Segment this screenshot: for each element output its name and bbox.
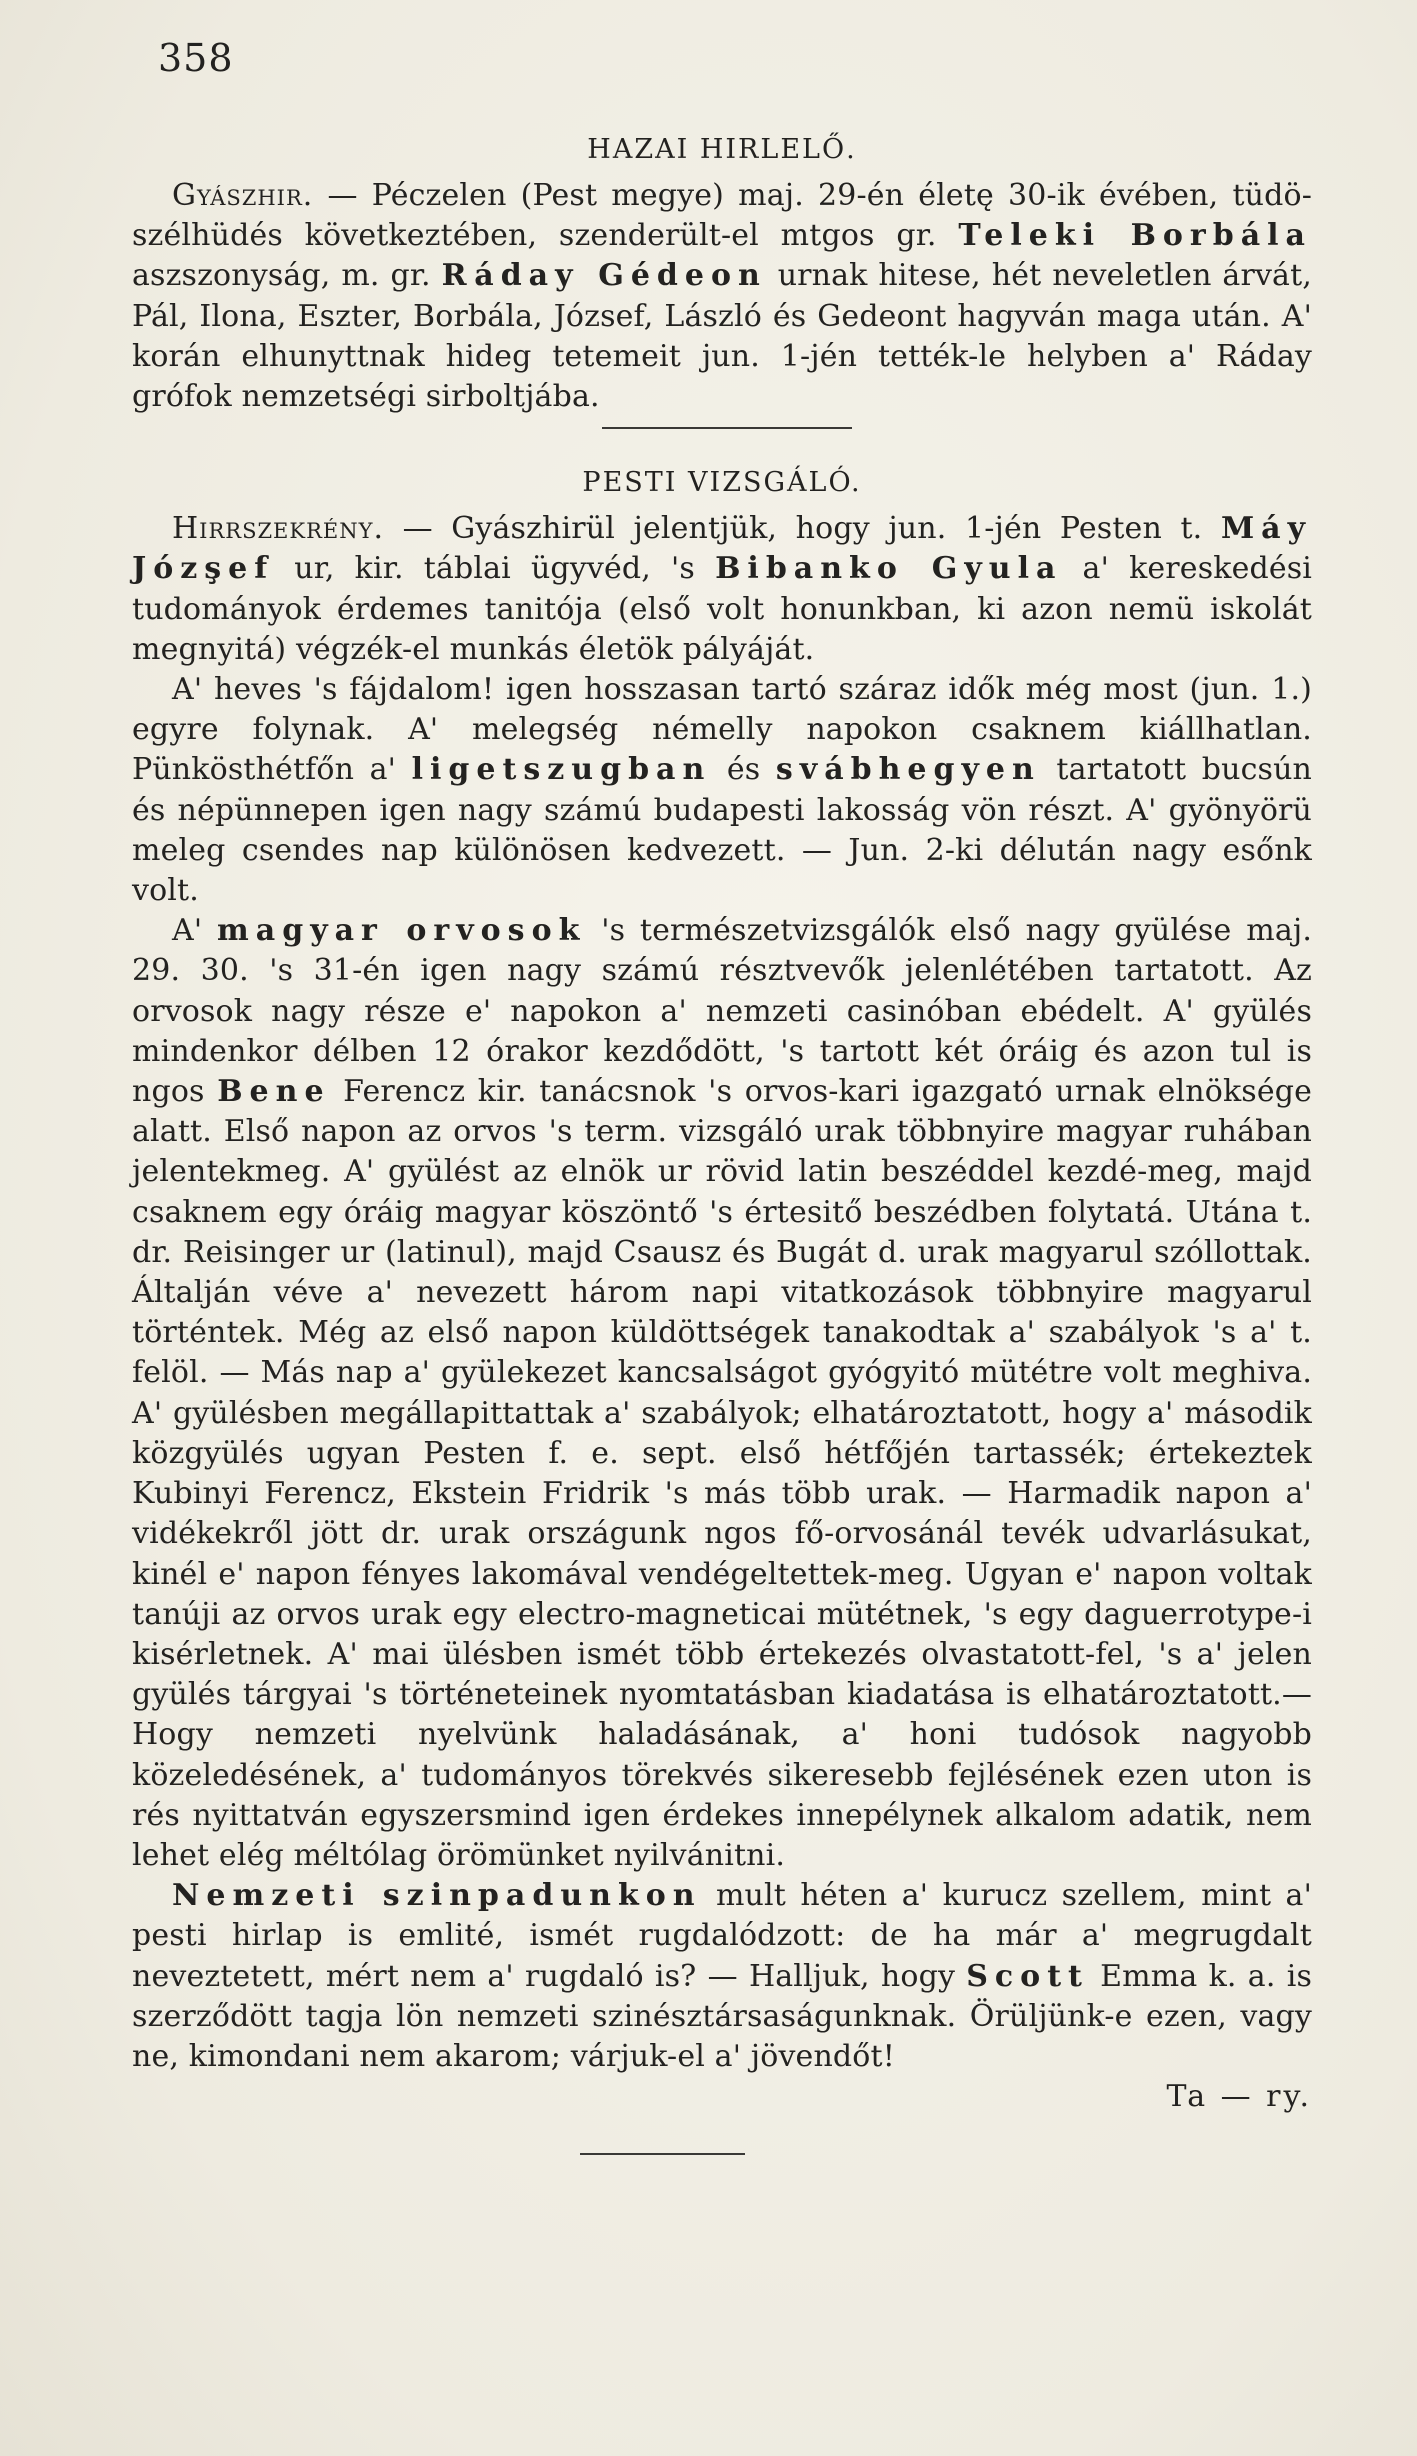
person-name: Ráday Gédeon [441,258,767,294]
author-signature: Ta — ry. [1166,2079,1312,2115]
page-number: 358 [158,36,234,80]
person-name: Bene [217,1074,331,1110]
notice-paragraph: Hirrszekrény. — Gyászhirül jelentjük, hogy jun. 1-jén Pesten t. Máy Józşef ur, kir. táblai ügyvéd, 's Bibanko Gyula a' kereskedési tudományok érdemes tanitója (első volt honunkban, ki azon nemü iskolát megnyitá) végzék-el munkás életök pályáját. [132,511,1313,667]
person-name: Máy Józşef [132,511,1313,587]
physicians-meeting-paragraph: A' magyar orvosok 's természetvizsgálók első nagy gyülése maj. 29. 30. 's 31-én igen nagy számú résztvevők jelenlétében tartatott. Az orvosok nagy része e' napokon a' nemzeti casinóban ebédelt. A' gyülés mindenkor délben 12 órakor kezdődött, 's tartott két óráig és azon tul is ngos Bene Ferencz kir. tanácsnok 's orvos-kari igazgató urnak elnöksége alatt. Első napon az orvos 's term. vizsgáló urak többnyire magyar ruhában jelentekmeg. A' gyülést az elnök ur rövid latin beszéddel kezdé-meg, majd csaknem egy óráig magyar köszöntő 's értesitő beszédben folytatá. Utána t. dr. Reisinger ur (latinul), majd Csausz és Bugát d. urak magyarul szóllottak. Általján véve a' nevezett három napi vitatkozások többnyire magyarul történtek. Még az első napon küldöttségek tanakodtak a' szabályok 's a' t. felöl. — Más nap a' gyülekezet kancsalságot gyógyitó mütétre volt meghiva. A' gyülésben megállapittattak a' szabályok; elhatároztatott, hogy a' második közgyülés ugyan Pesten f. e. sept. első hétfőjén tartassék; értekeztek Kubinyi Ferencz, Ekstein Fridrik 's más több urak. — Harmadik napon a' vidékekről jött dr. urak országunk ngos fő-orvosánál tevék udvarlásukat, kinél e' napon fényes lakomával vendégeltettek-meg. Ugyan e' napon voltak tanúji az orvos urak egy electro-magneticai mütétnek, 's egy daguerrotype-i kisérletnek. A' mai ülésben ismét több értekezés olvastatott-fel, 's a' jelen gyülés tárgyai 's történeteinek nyomtatásban kiadatása is elhatároztatott.—Hogy nemzeti nyelvünk haladásának, a' honi tudósok nagyobb közeledésének, a' tudományos törekvés sikeresebb fejlésének ezen uton is rés nyittatván egyszersmind igen érdekes innepélynek alkalom adatik, nem lehet elég méltólag örömünket nyilvánitni. [132,913,1313,1873]
weather-paragraph: A' heves 's fájdalom! igen hosszasan tartó száraz idők még most (jun. 1.) egyre folynak. A' melegség némelly napokon csaknem kiállhatlan. Pünkösthétfőn a' ligetszugban és svábhegyen tartatott bucsún és népünnepen igen nagy számú budapesti lakosság vön részt. A' gyönyörü meleg csendes nap különösen kedvezett. — Jun. 2-ki délután nagy esőnk volt. [132,672,1313,909]
lead-label: Hirrszekrény. [172,511,384,547]
section-heading-pesti-vizsgalo: PESTI VIZSGÁLÓ. [582,467,862,499]
end-divider [580,2153,745,2155]
person-name: Teleki Borbála [958,218,1312,254]
article-body [132,130,1312,2155]
theatre-paragraph: Nemzeti szinpadunkon mult héten a' kurucz szellem, mint a' pesti hirlap is emlité, ismét rugdalódzott: de ha már a' megrugdalt neveztetett, mért nem a' rugdaló is? — Halljuk, hogy Scott Emma k. a. is szerződött tagja lön nemzeti szinésztársaságunknak. Örüljünk-e ezen, vagy ne, kimondani nem akarom; várjuk-el a' jövendőt! [132,1878,1312,2074]
section-heading-hazai-hirlelo: HAZAI HIRLELŐ. [587,134,857,165]
emphasis-text: magyar orvosok [217,913,587,949]
obituary-paragraph: Gyászhir. — Péczelen (Pest megye) maj. 29-én életę 30-ik évében, tüdö-szélhüdés következtében, szenderült-el mtgos gr. Teleki Borbála aszszonyság, m. gr. Ráday Gédeon urnak hitese, hét neveletlen árvát, Pál, Ilona, Eszter, Borbála, József, László és Gedeont hagyván maga után. A' korán elhunyttnak hideg tetemeit jun. 1-jén tették-le helyben a' Ráday grófok nemzetségi sirboltjába. [132,178,1312,415]
place-name: ligetszugban [411,752,712,788]
lead-label: Gyászhir. [172,178,314,213]
place-name: svábhegyen [775,752,1041,788]
person-name: Bibanko Gyula [715,551,1063,587]
person-name: Scott [966,1958,1089,1994]
emphasis-text: Nemzeti szinpadunkon [172,1878,702,1914]
section-divider [602,427,852,429]
